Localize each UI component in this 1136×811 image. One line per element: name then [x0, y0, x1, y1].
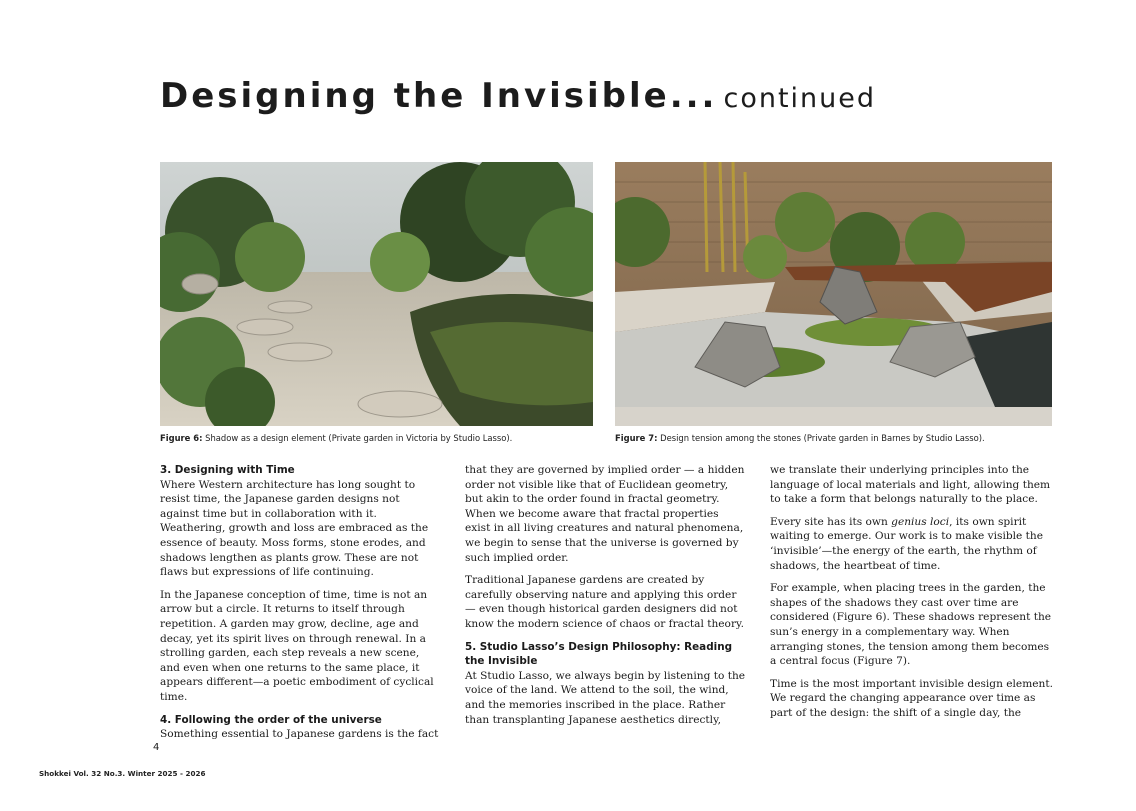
figure-7-caption — [615, 433, 985, 443]
title-sub: continued — [723, 83, 877, 114]
figure-6-photo — [160, 162, 593, 426]
paragraph-text: we translate their underlying principles into the language of local materials and light, allowing them to take a form that belongs naturally to the place. — [770, 464, 1051, 506]
figure-7-photo — [615, 162, 1052, 426]
paragraph-text: At Studio Lasso, we always begin by listening to the voice of the land. We attend to the soil, the wind, and the memories inscribed in the place. Rather than transplanting Japanese aesthetics directly, — [465, 669, 746, 726]
text-column-1 — [160, 463, 442, 750]
paragraph-text: Time is the most important invisible design element. We regard the changing appearance over time as part of the design: the shift of a single day, the — [770, 677, 1053, 719]
figure-6-label: Figure 6: — [160, 433, 203, 443]
title-main: Designing the Invisible... — [160, 76, 718, 116]
text-column-3 — [770, 463, 1055, 729]
paragraph — [465, 463, 747, 565]
paragraph — [160, 713, 442, 742]
section-heading: 5. Studio Lasso’s Design Philosophy: Reading the Invisible — [465, 640, 733, 668]
paragraph-text: Traditional Japanese gardens are created by carefully observing nature and applying this order — even though historical garden designers did not know the modern science of chaos or fractal theory. — [465, 574, 744, 630]
paragraph — [770, 677, 1055, 721]
section-heading: 4. Following the order of the universe — [160, 713, 382, 726]
paragraph-text: Something essential to Japanese gardens is the fact — [160, 728, 439, 741]
footer-publication: Shokkei Vol. 32 No.3. Winter 2025 - 2026 — [39, 769, 206, 778]
garden-stepping-stones-photo — [160, 162, 593, 426]
paragraph-text: In the Japanese conception of time, time is not an arrow but a circle. It returns to itself through repetition. A garden may grow, decline, age and decay, yet its spirit lives on through renewal. In a strolling garden, each step reveals a new scene, and even when one returns to the same place, it appears different—a poetic embodiment of cyclical time. — [160, 588, 434, 703]
paragraph-text: For example, when placing trees in the garden, the shapes of the shadows they cast over time are considered (Figure 6). These shadows represent the sun’s energy in a complementary way. When arranging stones, the tension among them becomes a central focus (Figure 7). — [770, 582, 1052, 668]
paragraph — [160, 463, 442, 580]
figure-6-caption — [160, 433, 512, 443]
paragraph-text: , its own spirit waiting to emerge. Our work is to make visible the ‘invisible’—the energy of the earth, the rhythm of shadows, the heartbeat of time. — [770, 515, 1044, 572]
paragraph — [770, 463, 1055, 507]
paragraph — [770, 515, 1055, 573]
paragraph — [770, 581, 1055, 669]
page-number: 4 — [153, 742, 160, 753]
italic-term: genius loci — [891, 515, 950, 528]
figure-7-label: Figure 7: — [615, 433, 658, 443]
paragraph-text: that they are governed by implied order — a hidden order not visible like that of Euclidean geometry, but akin to the order found in fractal geometry. When we become aware that fractal properties exist in all living creatures and natural phenomena, we begin to sense that the universe is governed by such implied order. — [465, 464, 745, 564]
paragraph — [160, 588, 442, 705]
section-heading: 3. Designing with Time — [160, 464, 295, 476]
text-column-2 — [465, 463, 747, 735]
paragraph — [465, 573, 747, 631]
paragraph — [465, 640, 747, 728]
figure-7-caption-text: Design tension among the stones (Private garden in Barnes by Studio Lasso). — [660, 433, 985, 443]
garden-rocks-gravel-photo — [615, 162, 1052, 426]
paragraph-text: Where Western architecture has long sought to resist time, the Japanese garden designs not against time but in collaboration with it. Weathering, growth and loss are embraced as the essence of beauty. Moss forms, stone erodes, and shadows lengthen as plants grow. These are not flaws but expressions of life continuing. — [160, 478, 429, 579]
paragraph-text: Every site has its own — [770, 515, 892, 528]
page-title — [160, 76, 876, 116]
figure-6-caption-text: Shadow as a design element (Private garden in Victoria by Studio Lasso). — [205, 433, 513, 443]
